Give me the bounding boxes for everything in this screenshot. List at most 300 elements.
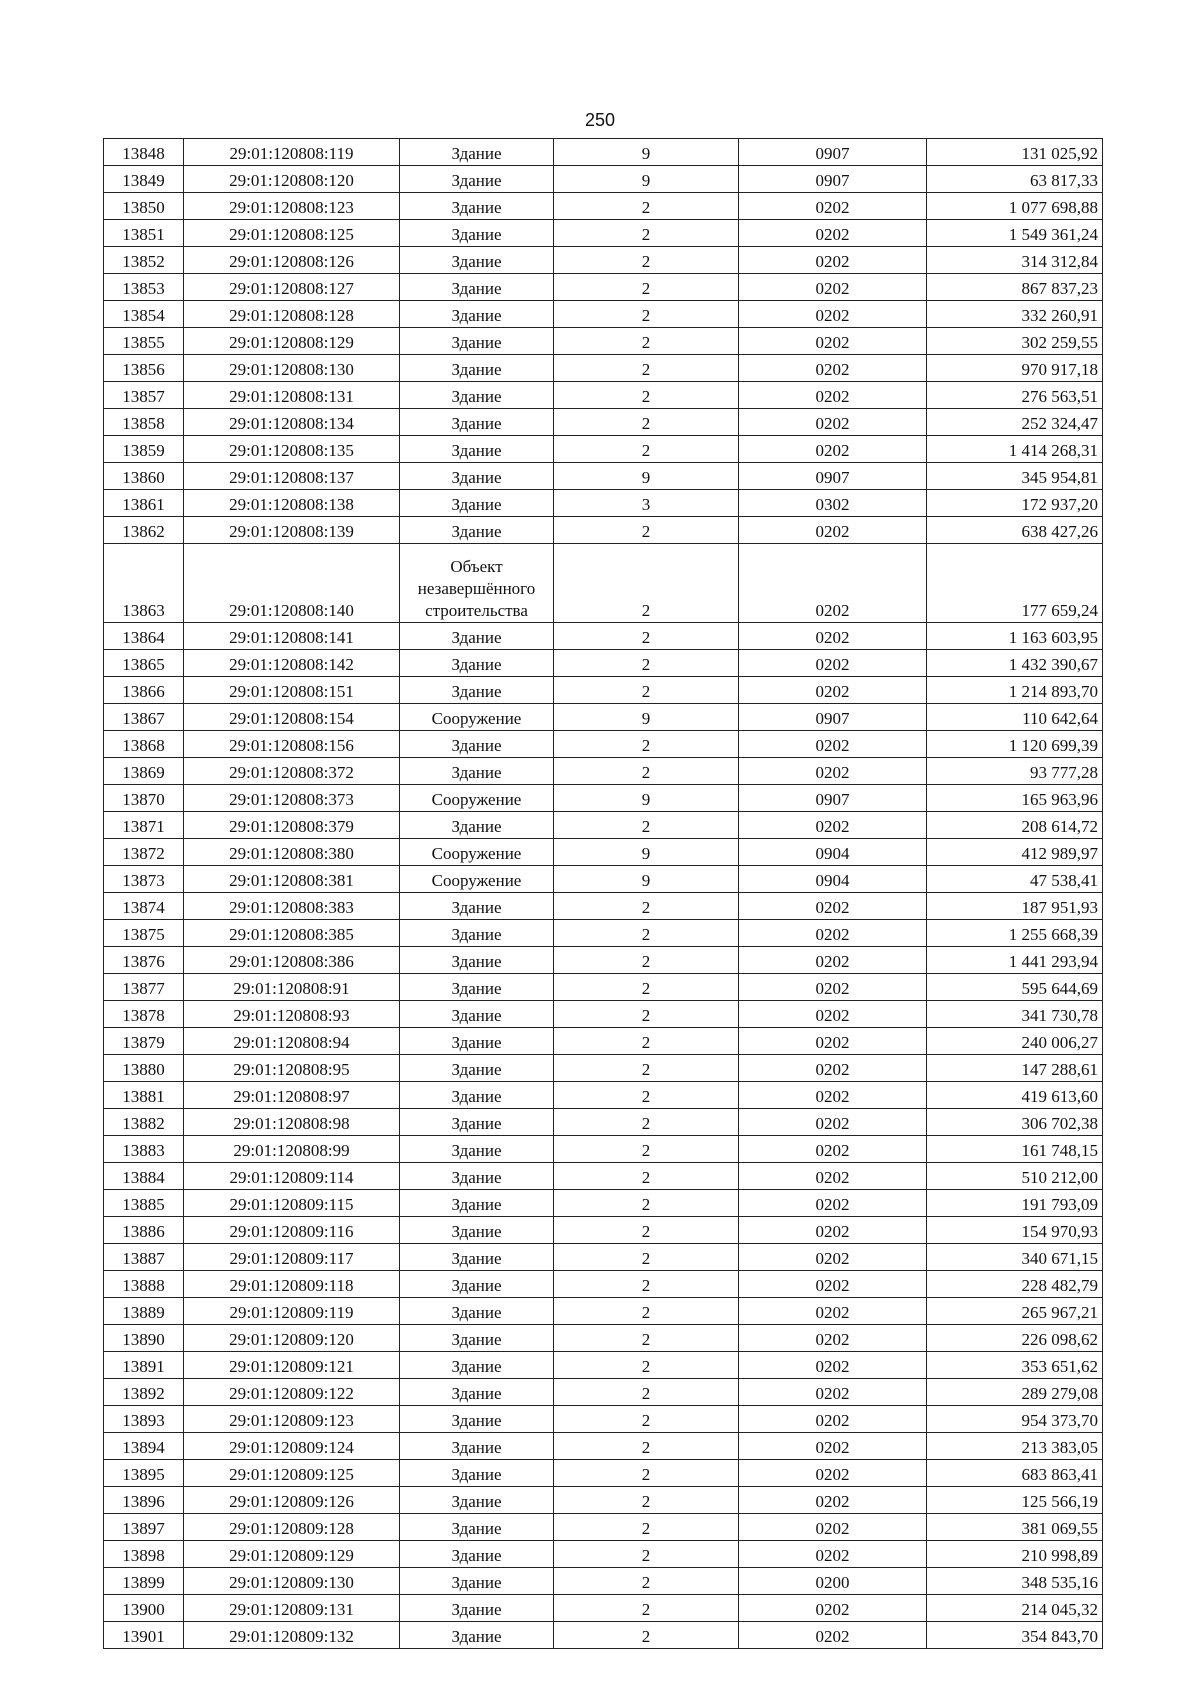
cadastral-number-cell: 29:01:120809:115 bbox=[184, 1190, 400, 1217]
row-number-cell: 13848 bbox=[104, 139, 184, 166]
table-row bbox=[104, 812, 1103, 839]
table-row bbox=[104, 1190, 1103, 1217]
cadastral-number-cell: 29:01:120808:134 bbox=[184, 409, 400, 436]
table-row bbox=[104, 1487, 1103, 1514]
row-number-cell: 13897 bbox=[104, 1514, 184, 1541]
cadastral-number-cell: 29:01:120808:125 bbox=[184, 220, 400, 247]
object-type-cell: Здание bbox=[400, 1406, 554, 1433]
row-number-cell: 13885 bbox=[104, 1190, 184, 1217]
table-row bbox=[104, 758, 1103, 785]
code-cell: 0202 bbox=[739, 436, 927, 463]
object-type-cell: Здание bbox=[400, 1244, 554, 1271]
object-type-cell: Здание bbox=[400, 758, 554, 785]
code-cell: 0907 bbox=[739, 463, 927, 490]
table-row bbox=[104, 301, 1103, 328]
cadastral-value-cell: 1 255 668,39 bbox=[927, 920, 1103, 947]
cadastral-value-cell: 289 279,08 bbox=[927, 1379, 1103, 1406]
row-number-cell: 13865 bbox=[104, 650, 184, 677]
cadastral-number-cell: 29:01:120809:116 bbox=[184, 1217, 400, 1244]
cadastral-value-cell: 187 951,93 bbox=[927, 893, 1103, 920]
table-row bbox=[104, 1568, 1103, 1595]
cadastral-value-cell: 125 566,19 bbox=[927, 1487, 1103, 1514]
cadastral-value-cell: 1 163 603,95 bbox=[927, 623, 1103, 650]
code-cell: 0202 bbox=[739, 893, 927, 920]
cadastral-value-cell: 341 730,78 bbox=[927, 1001, 1103, 1028]
row-number-cell: 13886 bbox=[104, 1217, 184, 1244]
row-number-cell: 13871 bbox=[104, 812, 184, 839]
cadastral-value-cell: 93 777,28 bbox=[927, 758, 1103, 785]
code-cell: 0907 bbox=[739, 139, 927, 166]
code-cell: 0904 bbox=[739, 839, 927, 866]
code-cell: 0202 bbox=[739, 1379, 927, 1406]
group-cell: 2 bbox=[554, 274, 739, 301]
row-number-cell: 13856 bbox=[104, 355, 184, 382]
cadastral-number-cell: 29:01:120808:128 bbox=[184, 301, 400, 328]
object-type-cell: Сооружение bbox=[400, 866, 554, 893]
code-cell: 0202 bbox=[739, 1001, 927, 1028]
cadastral-value-cell: 348 535,16 bbox=[927, 1568, 1103, 1595]
object-type-cell: Здание bbox=[400, 893, 554, 920]
row-number-cell: 13854 bbox=[104, 301, 184, 328]
table-row bbox=[104, 1244, 1103, 1271]
group-cell: 2 bbox=[554, 1109, 739, 1136]
table-row bbox=[104, 785, 1103, 812]
row-number-cell: 13859 bbox=[104, 436, 184, 463]
cadastral-number-cell: 29:01:120808:372 bbox=[184, 758, 400, 785]
object-type-cell: Здание bbox=[400, 1163, 554, 1190]
cadastral-number-cell: 29:01:120808:129 bbox=[184, 328, 400, 355]
table-row bbox=[104, 1109, 1103, 1136]
cadastral-value-cell: 210 998,89 bbox=[927, 1541, 1103, 1568]
cadastral-number-cell: 29:01:120808:137 bbox=[184, 463, 400, 490]
table-row bbox=[104, 1379, 1103, 1406]
cadastral-number-cell: 29:01:120808:119 bbox=[184, 139, 400, 166]
table-row bbox=[104, 974, 1103, 1001]
group-cell: 2 bbox=[554, 1352, 739, 1379]
cadastral-number-cell: 29:01:120808:130 bbox=[184, 355, 400, 382]
code-cell: 0202 bbox=[739, 677, 927, 704]
cadastral-value-cell: 131 025,92 bbox=[927, 139, 1103, 166]
code-cell: 0202 bbox=[739, 1082, 927, 1109]
group-cell: 2 bbox=[554, 382, 739, 409]
cadastral-number-cell: 29:01:120808:127 bbox=[184, 274, 400, 301]
table-row bbox=[104, 1217, 1103, 1244]
code-cell: 0202 bbox=[739, 301, 927, 328]
code-cell: 0202 bbox=[739, 1109, 927, 1136]
group-cell: 2 bbox=[554, 1379, 739, 1406]
group-cell: 3 bbox=[554, 490, 739, 517]
code-cell: 0202 bbox=[739, 758, 927, 785]
group-cell: 2 bbox=[554, 1271, 739, 1298]
code-cell: 0202 bbox=[739, 731, 927, 758]
table-row bbox=[104, 193, 1103, 220]
code-cell: 0202 bbox=[739, 1028, 927, 1055]
object-type-cell: Здание bbox=[400, 974, 554, 1001]
table-row bbox=[104, 517, 1103, 544]
row-number-cell: 13873 bbox=[104, 866, 184, 893]
cadastral-number-cell: 29:01:120808:154 bbox=[184, 704, 400, 731]
group-cell: 2 bbox=[554, 1082, 739, 1109]
table-row bbox=[104, 704, 1103, 731]
cadastral-number-cell: 29:01:120808:126 bbox=[184, 247, 400, 274]
group-cell: 2 bbox=[554, 623, 739, 650]
object-type-cell: Здание bbox=[400, 1568, 554, 1595]
code-cell: 0202 bbox=[739, 1217, 927, 1244]
cadastral-value-cell: 354 843,70 bbox=[927, 1622, 1103, 1649]
table-row bbox=[104, 893, 1103, 920]
cadastral-value-cell: 302 259,55 bbox=[927, 328, 1103, 355]
code-cell: 0202 bbox=[739, 1352, 927, 1379]
row-number-cell: 13851 bbox=[104, 220, 184, 247]
code-cell: 0202 bbox=[739, 1622, 927, 1649]
cadastral-number-cell: 29:01:120808:120 bbox=[184, 166, 400, 193]
object-type-cell: Здание bbox=[400, 623, 554, 650]
object-type-cell: Здание bbox=[400, 517, 554, 544]
row-number-cell: 13900 bbox=[104, 1595, 184, 1622]
row-number-cell: 13891 bbox=[104, 1352, 184, 1379]
code-cell: 0202 bbox=[739, 355, 927, 382]
object-type-cell: Здание bbox=[400, 166, 554, 193]
code-cell: 0202 bbox=[739, 920, 927, 947]
table-row bbox=[104, 1055, 1103, 1082]
cadastral-number-cell: 29:01:120809:121 bbox=[184, 1352, 400, 1379]
row-number-cell: 13862 bbox=[104, 517, 184, 544]
code-cell: 0202 bbox=[739, 623, 927, 650]
row-number-cell: 13876 bbox=[104, 947, 184, 974]
cadastral-value-cell: 172 937,20 bbox=[927, 490, 1103, 517]
cadastral-value-cell: 1 441 293,94 bbox=[927, 947, 1103, 974]
table-row bbox=[104, 1271, 1103, 1298]
cadastral-value-cell: 510 212,00 bbox=[927, 1163, 1103, 1190]
object-type-cell: Здание bbox=[400, 1136, 554, 1163]
group-cell: 2 bbox=[554, 301, 739, 328]
object-type-cell: Сооружение bbox=[400, 785, 554, 812]
table-row bbox=[104, 1325, 1103, 1352]
code-cell: 0202 bbox=[739, 1055, 927, 1082]
cadastral-number-cell: 29:01:120808:156 bbox=[184, 731, 400, 758]
group-cell: 2 bbox=[554, 1190, 739, 1217]
table-row bbox=[104, 677, 1103, 704]
cadastral-number-cell: 29:01:120809:130 bbox=[184, 1568, 400, 1595]
object-type-cell: Здание bbox=[400, 436, 554, 463]
group-cell: 2 bbox=[554, 1298, 739, 1325]
row-number-cell: 13869 bbox=[104, 758, 184, 785]
code-cell: 0202 bbox=[739, 1190, 927, 1217]
object-type-cell: Здание bbox=[400, 947, 554, 974]
cadastral-value-cell: 47 538,41 bbox=[927, 866, 1103, 893]
cadastral-number-cell: 29:01:120809:128 bbox=[184, 1514, 400, 1541]
cadastral-value-cell: 381 069,55 bbox=[927, 1514, 1103, 1541]
cadastral-number-cell: 29:01:120808:381 bbox=[184, 866, 400, 893]
row-number-cell: 13872 bbox=[104, 839, 184, 866]
cadastral-number-cell: 29:01:120808:98 bbox=[184, 1109, 400, 1136]
object-type-cell: Здание bbox=[400, 193, 554, 220]
table-row bbox=[104, 1352, 1103, 1379]
group-cell: 2 bbox=[554, 1244, 739, 1271]
cadastral-value-cell: 419 613,60 bbox=[927, 1082, 1103, 1109]
group-cell: 9 bbox=[554, 866, 739, 893]
object-type-cell: Здание bbox=[400, 1028, 554, 1055]
group-cell: 9 bbox=[554, 139, 739, 166]
cadastral-value-cell: 191 793,09 bbox=[927, 1190, 1103, 1217]
code-cell: 0202 bbox=[739, 1487, 927, 1514]
group-cell: 2 bbox=[554, 812, 739, 839]
cadastral-value-cell: 332 260,91 bbox=[927, 301, 1103, 328]
row-number-cell: 13864 bbox=[104, 623, 184, 650]
cadastral-value-table bbox=[103, 138, 1103, 1649]
object-type-cell: Здание bbox=[400, 812, 554, 839]
row-number-cell: 13863 bbox=[104, 544, 184, 623]
code-cell: 0907 bbox=[739, 785, 927, 812]
cadastral-number-cell: 29:01:120808:373 bbox=[184, 785, 400, 812]
row-number-cell: 13896 bbox=[104, 1487, 184, 1514]
group-cell: 2 bbox=[554, 193, 739, 220]
cadastral-value-cell: 147 288,61 bbox=[927, 1055, 1103, 1082]
table-row bbox=[104, 1433, 1103, 1460]
object-type-cell: Здание bbox=[400, 1514, 554, 1541]
cadastral-number-cell: 29:01:120809:131 bbox=[184, 1595, 400, 1622]
row-number-cell: 13882 bbox=[104, 1109, 184, 1136]
table-row bbox=[104, 355, 1103, 382]
cadastral-value-cell: 970 917,18 bbox=[927, 355, 1103, 382]
object-type-cell: Здание bbox=[400, 1595, 554, 1622]
table-row bbox=[104, 490, 1103, 517]
group-cell: 2 bbox=[554, 517, 739, 544]
row-number-cell: 13883 bbox=[104, 1136, 184, 1163]
code-cell: 0202 bbox=[739, 220, 927, 247]
row-number-cell: 13866 bbox=[104, 677, 184, 704]
cadastral-value-cell: 954 373,70 bbox=[927, 1406, 1103, 1433]
group-cell: 2 bbox=[554, 1595, 739, 1622]
cadastral-number-cell: 29:01:120808:135 bbox=[184, 436, 400, 463]
table-row bbox=[104, 220, 1103, 247]
group-cell: 2 bbox=[554, 220, 739, 247]
group-cell: 2 bbox=[554, 1568, 739, 1595]
table-row bbox=[104, 1028, 1103, 1055]
cadastral-value-cell: 265 967,21 bbox=[927, 1298, 1103, 1325]
cadastral-number-cell: 29:01:120809:123 bbox=[184, 1406, 400, 1433]
group-cell: 2 bbox=[554, 1163, 739, 1190]
cadastral-value-cell: 1 414 268,31 bbox=[927, 436, 1103, 463]
code-cell: 0202 bbox=[739, 409, 927, 436]
code-cell: 0202 bbox=[739, 382, 927, 409]
object-type-cell: Объект незавершённого строительства bbox=[400, 544, 554, 623]
group-cell: 9 bbox=[554, 704, 739, 731]
table-row bbox=[104, 1136, 1103, 1163]
object-type-cell: Здание bbox=[400, 1001, 554, 1028]
object-type-cell: Здание bbox=[400, 328, 554, 355]
cadastral-value-cell: 1 432 390,67 bbox=[927, 650, 1103, 677]
code-cell: 0202 bbox=[739, 650, 927, 677]
cadastral-value-cell: 412 989,97 bbox=[927, 839, 1103, 866]
object-type-cell: Здание bbox=[400, 1487, 554, 1514]
cadastral-value-cell: 161 748,15 bbox=[927, 1136, 1103, 1163]
code-cell: 0302 bbox=[739, 490, 927, 517]
row-number-cell: 13878 bbox=[104, 1001, 184, 1028]
row-number-cell: 13875 bbox=[104, 920, 184, 947]
group-cell: 9 bbox=[554, 166, 739, 193]
code-cell: 0202 bbox=[739, 812, 927, 839]
table-row bbox=[104, 1406, 1103, 1433]
object-type-cell: Здание bbox=[400, 1325, 554, 1352]
table-row bbox=[104, 409, 1103, 436]
table-row bbox=[104, 1541, 1103, 1568]
object-type-cell: Здание bbox=[400, 463, 554, 490]
code-cell: 0202 bbox=[739, 247, 927, 274]
code-cell: 0202 bbox=[739, 517, 927, 544]
cadastral-number-cell: 29:01:120808:99 bbox=[184, 1136, 400, 1163]
code-cell: 0202 bbox=[739, 1163, 927, 1190]
cadastral-number-cell: 29:01:120809:126 bbox=[184, 1487, 400, 1514]
object-type-cell: Здание bbox=[400, 650, 554, 677]
cadastral-number-cell: 29:01:120808:94 bbox=[184, 1028, 400, 1055]
object-type-cell: Здание bbox=[400, 355, 554, 382]
object-type-cell: Здание bbox=[400, 920, 554, 947]
table-row bbox=[104, 274, 1103, 301]
table-row bbox=[104, 947, 1103, 974]
object-type-cell: Здание bbox=[400, 677, 554, 704]
group-cell: 2 bbox=[554, 544, 739, 623]
row-number-cell: 13850 bbox=[104, 193, 184, 220]
cadastral-value-cell: 1 077 698,88 bbox=[927, 193, 1103, 220]
cadastral-value-cell: 1 120 699,39 bbox=[927, 731, 1103, 758]
cadastral-number-cell: 29:01:120808:93 bbox=[184, 1001, 400, 1028]
object-type-cell: Сооружение bbox=[400, 839, 554, 866]
cadastral-number-cell: 29:01:120809:129 bbox=[184, 1541, 400, 1568]
cadastral-number-cell: 29:01:120808:379 bbox=[184, 812, 400, 839]
cadastral-number-cell: 29:01:120809:119 bbox=[184, 1298, 400, 1325]
cadastral-value-cell: 214 045,32 bbox=[927, 1595, 1103, 1622]
object-type-cell: Здание bbox=[400, 1298, 554, 1325]
cadastral-number-cell: 29:01:120808:142 bbox=[184, 650, 400, 677]
object-type-cell: Здание bbox=[400, 1352, 554, 1379]
code-cell: 0202 bbox=[739, 1595, 927, 1622]
table-row bbox=[104, 463, 1103, 490]
table-row bbox=[104, 731, 1103, 758]
cadastral-value-cell: 683 863,41 bbox=[927, 1460, 1103, 1487]
code-cell: 0202 bbox=[739, 1541, 927, 1568]
code-cell: 0202 bbox=[739, 1244, 927, 1271]
cadastral-number-cell: 29:01:120809:124 bbox=[184, 1433, 400, 1460]
object-type-cell: Здание bbox=[400, 490, 554, 517]
cadastral-value-cell: 177 659,24 bbox=[927, 544, 1103, 623]
group-cell: 2 bbox=[554, 893, 739, 920]
table-row bbox=[104, 1298, 1103, 1325]
row-number-cell: 13853 bbox=[104, 274, 184, 301]
row-number-cell: 13884 bbox=[104, 1163, 184, 1190]
group-cell: 2 bbox=[554, 247, 739, 274]
row-number-cell: 13857 bbox=[104, 382, 184, 409]
table-row bbox=[104, 1514, 1103, 1541]
code-cell: 0202 bbox=[739, 947, 927, 974]
object-type-cell: Здание bbox=[400, 382, 554, 409]
code-cell: 0202 bbox=[739, 328, 927, 355]
cadastral-value-cell: 165 963,96 bbox=[927, 785, 1103, 812]
row-number-cell: 13852 bbox=[104, 247, 184, 274]
cadastral-number-cell: 29:01:120808:139 bbox=[184, 517, 400, 544]
row-number-cell: 13893 bbox=[104, 1406, 184, 1433]
cadastral-value-cell: 110 642,64 bbox=[927, 704, 1103, 731]
group-cell: 2 bbox=[554, 1325, 739, 1352]
cadastral-value-cell: 63 817,33 bbox=[927, 166, 1103, 193]
cadastral-number-cell: 29:01:120808:97 bbox=[184, 1082, 400, 1109]
group-cell: 2 bbox=[554, 1001, 739, 1028]
cadastral-value-cell: 595 644,69 bbox=[927, 974, 1103, 1001]
row-number-cell: 13880 bbox=[104, 1055, 184, 1082]
object-type-cell: Здание bbox=[400, 1541, 554, 1568]
group-cell: 2 bbox=[554, 1514, 739, 1541]
object-type-cell: Здание bbox=[400, 274, 554, 301]
cadastral-number-cell: 29:01:120808:141 bbox=[184, 623, 400, 650]
row-number-cell: 13898 bbox=[104, 1541, 184, 1568]
group-cell: 2 bbox=[554, 920, 739, 947]
cadastral-number-cell: 29:01:120808:380 bbox=[184, 839, 400, 866]
cadastral-number-cell: 29:01:120809:125 bbox=[184, 1460, 400, 1487]
code-cell: 0202 bbox=[739, 1325, 927, 1352]
object-type-cell: Здание bbox=[400, 1082, 554, 1109]
cadastral-number-cell: 29:01:120808:386 bbox=[184, 947, 400, 974]
group-cell: 2 bbox=[554, 1055, 739, 1082]
cadastral-number-cell: 29:01:120808:383 bbox=[184, 893, 400, 920]
row-number-cell: 13849 bbox=[104, 166, 184, 193]
table-row bbox=[104, 544, 1103, 623]
group-cell: 9 bbox=[554, 463, 739, 490]
object-type-cell: Здание bbox=[400, 1109, 554, 1136]
code-cell: 0904 bbox=[739, 866, 927, 893]
row-number-cell: 13870 bbox=[104, 785, 184, 812]
group-cell: 2 bbox=[554, 328, 739, 355]
object-type-cell: Здание bbox=[400, 1460, 554, 1487]
row-number-cell: 13879 bbox=[104, 1028, 184, 1055]
code-cell: 0202 bbox=[739, 974, 927, 1001]
cadastral-number-cell: 29:01:120809:122 bbox=[184, 1379, 400, 1406]
code-cell: 0202 bbox=[739, 544, 927, 623]
row-number-cell: 13889 bbox=[104, 1298, 184, 1325]
table-row bbox=[104, 650, 1103, 677]
cadastral-value-cell: 252 324,47 bbox=[927, 409, 1103, 436]
row-number-cell: 13881 bbox=[104, 1082, 184, 1109]
row-number-cell: 13890 bbox=[104, 1325, 184, 1352]
cadastral-value-cell: 314 312,84 bbox=[927, 247, 1103, 274]
group-cell: 2 bbox=[554, 731, 739, 758]
row-number-cell: 13895 bbox=[104, 1460, 184, 1487]
group-cell: 2 bbox=[554, 1460, 739, 1487]
cadastral-number-cell: 29:01:120809:118 bbox=[184, 1271, 400, 1298]
object-type-cell: Здание bbox=[400, 1271, 554, 1298]
row-number-cell: 13899 bbox=[104, 1568, 184, 1595]
row-number-cell: 13887 bbox=[104, 1244, 184, 1271]
page-number: 250 bbox=[584, 110, 616, 130]
code-cell: 0200 bbox=[739, 1568, 927, 1595]
group-cell: 2 bbox=[554, 436, 739, 463]
group-cell: 2 bbox=[554, 1136, 739, 1163]
code-cell: 0202 bbox=[739, 1271, 927, 1298]
cadastral-number-cell: 29:01:120808:140 bbox=[184, 544, 400, 623]
object-type-cell: Здание bbox=[400, 1055, 554, 1082]
row-number-cell: 13877 bbox=[104, 974, 184, 1001]
row-number-cell: 13860 bbox=[104, 463, 184, 490]
row-number-cell: 13861 bbox=[104, 490, 184, 517]
object-type-cell: Здание bbox=[400, 247, 554, 274]
code-cell: 0202 bbox=[739, 1514, 927, 1541]
cadastral-value-cell: 340 671,15 bbox=[927, 1244, 1103, 1271]
code-cell: 0202 bbox=[739, 274, 927, 301]
table-row bbox=[104, 328, 1103, 355]
code-cell: 0202 bbox=[739, 1433, 927, 1460]
cadastral-value-cell: 345 954,81 bbox=[927, 463, 1103, 490]
object-type-cell: Здание bbox=[400, 1379, 554, 1406]
table-row bbox=[104, 1595, 1103, 1622]
